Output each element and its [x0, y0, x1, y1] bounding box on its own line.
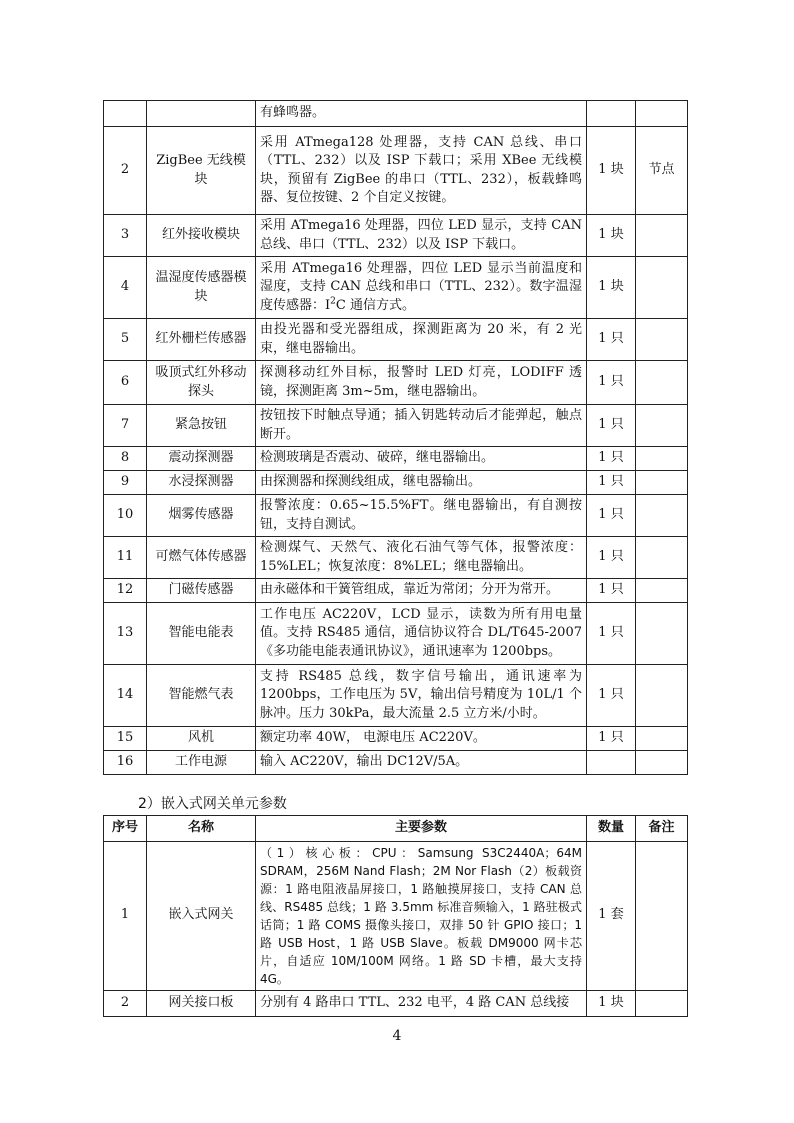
item-name: 智能燃气表: [147, 665, 256, 727]
item-quantity: 1 只: [587, 579, 636, 603]
table-row: [104, 751, 688, 775]
row-number: 16: [104, 751, 147, 775]
item-note: [636, 319, 688, 361]
item-note: [636, 603, 688, 665]
item-quantity: 1 只: [587, 727, 636, 751]
item-name: ZigBee 无线模块: [147, 127, 256, 215]
table-row: [104, 579, 688, 603]
item-quantity: 1 套: [587, 841, 636, 990]
item-quantity: 1 块: [587, 990, 636, 1016]
table-row: [104, 537, 688, 579]
table-row: [104, 603, 688, 665]
table-row: [104, 727, 688, 751]
row-number: 3: [104, 215, 147, 257]
page-number: 4: [392, 1028, 402, 1044]
item-description: 支持 RS485 总线，数字信号输出，通讯速率为 1200bps，工作电压为 5V，输出信号精度为 10L/1 个脉冲。压力 30kPa，最大流量 2.5 立方米/小时。: [256, 665, 587, 727]
item-quantity: 1 只: [587, 319, 636, 361]
table-row: [104, 101, 688, 127]
row-number: 8: [104, 447, 147, 471]
item-note: [636, 405, 688, 447]
item-name: 工作电源: [147, 751, 256, 775]
table-row: [104, 319, 688, 361]
column-header-params: 主要参数: [256, 816, 587, 842]
column-header-quantity: 数量: [587, 816, 636, 842]
item-description: 按钮按下时触点导通；插入钥匙转动后才能弹起，触点断开。: [256, 405, 587, 447]
item-name: 水浸探测器: [147, 471, 256, 495]
item-quantity: [587, 751, 636, 775]
item-description: 探测移动红外目标，报警时 LED 灯亮，LODIFF 透镜，探测距离 3m~5m，继电器输出。: [256, 361, 587, 405]
item-note: [636, 471, 688, 495]
row-number: 2: [104, 127, 147, 215]
item-note: 节点: [636, 127, 688, 215]
item-quantity: 1 只: [587, 405, 636, 447]
item-description: 报警浓度：0.65~15.5%FT。继电器输出，有自测按钮，支持自测试。: [256, 495, 587, 537]
description-text: 采用 ATmega16 处理器，四位 LED 显示当前温度和湿度，支持 CAN 总线和串口（TTL、232）。数字温湿度传感器：I: [260, 260, 582, 313]
item-description: 工作电压 AC220V，LCD 显示，读数为所有用电量值。支持 RS485 通信，通信协议符合 DL/T645-2007《多功能电能表通讯协议》，通讯速率为 1200bps。: [256, 603, 587, 665]
table-row: [104, 665, 688, 727]
item-name: 温湿度传感器模块: [147, 257, 256, 319]
row-number: 1: [104, 841, 147, 990]
item-note: [636, 841, 688, 990]
column-header-number: 序号: [104, 816, 147, 842]
item-name: 震动探测器: [147, 447, 256, 471]
table-row: [104, 447, 688, 471]
row-number: 5: [104, 319, 147, 361]
item-description: 有蜂鸣器。: [256, 101, 587, 127]
row-number: 2: [104, 990, 147, 1016]
table-row: [104, 990, 688, 1016]
table-row: [104, 257, 688, 319]
item-description: 由投光器和受光器组成，探测距离为 20 米，有 2 光束，继电器输出。: [256, 319, 587, 361]
item-description: 采用 ATmega128 处理器，支持 CAN 总线、串口（TTL、232）以及 ISP 下载口；采用 XBee 无线模块，预留有 ZigBee 的串口（TTL、232），板载蜂鸣器、复位按键、2 个自定义按键。: [256, 127, 587, 215]
row-number: 15: [104, 727, 147, 751]
table-row: [104, 361, 688, 405]
item-note: [636, 665, 688, 727]
item-name: 嵌入式网关: [147, 841, 256, 990]
row-number: 6: [104, 361, 147, 405]
item-description: 输入 AC220V，输出 DC12V/5A。: [256, 751, 587, 775]
item-note: [636, 537, 688, 579]
description-text: C 通信方式。: [335, 297, 415, 313]
item-description: 检测玻璃是否震动、破碎，继电器输出。: [256, 447, 587, 471]
item-quantity: 1 只: [587, 495, 636, 537]
table-header-row: [104, 816, 688, 842]
row-number: 9: [104, 471, 147, 495]
item-description: 额定功率 40W， 电源电压 AC220V。: [256, 727, 587, 751]
item-quantity: 1 块: [587, 257, 636, 319]
item-name: [147, 101, 256, 127]
column-header-name: 名称: [147, 816, 256, 842]
item-quantity: 1 只: [587, 537, 636, 579]
item-name: 风机: [147, 727, 256, 751]
item-description: 检测煤气、天然气、液化石油气等气体，报警浓度：15%LEL；恢复浓度：8%LEL；继电器输出。: [256, 537, 587, 579]
row-number: 4: [104, 257, 147, 319]
column-header-note: 备注: [636, 816, 688, 842]
item-name: 吸顶式红外移动探头: [147, 361, 256, 405]
row-number: [104, 101, 147, 127]
item-note: [636, 579, 688, 603]
table-row: [104, 405, 688, 447]
row-number: 7: [104, 405, 147, 447]
row-number: 11: [104, 537, 147, 579]
item-quantity: 1 块: [587, 215, 636, 257]
item-name: 红外栅栏传感器: [147, 319, 256, 361]
item-name: 可燃气体传感器: [147, 537, 256, 579]
item-name: 烟雾传感器: [147, 495, 256, 537]
item-note: [636, 447, 688, 471]
section-heading: 2）嵌入式网关单元参数: [138, 796, 287, 812]
row-number: 12: [104, 579, 147, 603]
item-quantity: 1 块: [587, 127, 636, 215]
item-description: [256, 257, 587, 319]
item-quantity: 1 只: [587, 447, 636, 471]
item-note: [636, 361, 688, 405]
item-description: 分别有 4 路串口 TTL、232 电平，4 路 CAN 总线接: [256, 990, 587, 1016]
row-number: 14: [104, 665, 147, 727]
item-name: 门磁传感器: [147, 579, 256, 603]
item-note: [636, 215, 688, 257]
item-name: 紧急按钮: [147, 405, 256, 447]
item-note: [636, 101, 688, 127]
item-quantity: 1 只: [587, 665, 636, 727]
table-row: [104, 127, 688, 215]
table-row: [104, 215, 688, 257]
item-description: （1）核心板：CPU：Samsung S3C2440A；64M SDRAM，256M Nand Flash；2M Nor Flash（2）板载资源：1 路电阻液晶屏接口，1 路触摸屏接口，支持 CAN 总线、RS485 总线；1 路 3.5mm 标准音频输入，1 路驻极式话筒；1 路 COMS 摄像头接口，双排 50 针 GPIO 接口；1 路 USB Host，1 路 USB Slave。板载 DM9000 网卡芯片，自适应 10M/100M 网络。1 路 SD 卡槽，最大支持 4G。: [256, 841, 587, 990]
item-name: 红外接收模块: [147, 215, 256, 257]
item-description: 采用 ATmega16 处理器，四位 LED 显示，支持 CAN 总线、串口（TTL、232）以及 ISP 下载口。: [256, 215, 587, 257]
table-row: [104, 841, 688, 990]
row-number: 13: [104, 603, 147, 665]
item-note: [636, 495, 688, 537]
item-description: 由探测器和探测线组成，继电器输出。: [256, 471, 587, 495]
item-quantity: 1 只: [587, 471, 636, 495]
item-quantity: 1 只: [587, 361, 636, 405]
gateway-table: [103, 815, 688, 1017]
item-note: [636, 751, 688, 775]
table-row: [104, 495, 688, 537]
item-name: 智能电能表: [147, 603, 256, 665]
item-description: 由永磁体和干簧管组成，靠近为常闭；分开为常开。: [256, 579, 587, 603]
item-note: [636, 990, 688, 1016]
item-name: 网关接口板: [147, 990, 256, 1016]
component-table: [103, 100, 688, 775]
item-note: [636, 727, 688, 751]
item-quantity: [587, 101, 636, 127]
superscript: 2: [330, 296, 336, 307]
item-note: [636, 257, 688, 319]
row-number: 10: [104, 495, 147, 537]
table-row: [104, 471, 688, 495]
item-quantity: 1 只: [587, 603, 636, 665]
